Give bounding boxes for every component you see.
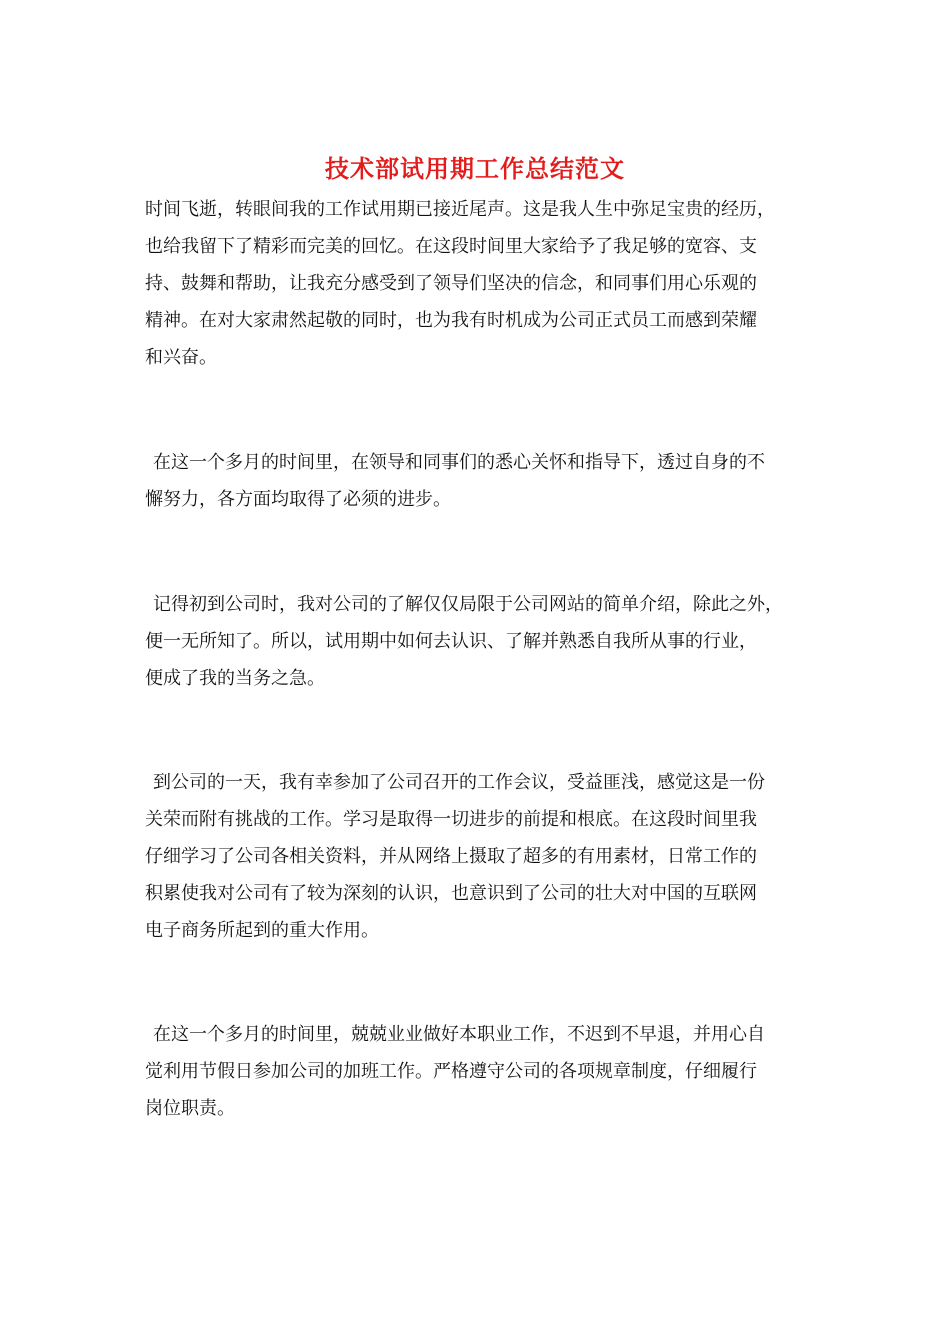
paragraph-4-line-5: 电子商务所起到的重大作用。	[145, 920, 379, 941]
paragraph-4-line-3: 仔细学习了公司各相关资料，并从网络上摄取了超多的有用素材，日常工作的	[145, 846, 757, 867]
paragraph-1-line-2: 也给我留下了精彩而完美的回忆。在这段时间里大家给予了我足够的宽容、支	[145, 236, 757, 257]
document-title: 技术部试用期工作总结范文	[325, 154, 625, 183]
paragraph-5-line-3: 岗位职责。	[145, 1098, 235, 1119]
paragraph-1-line-3: 持、鼓舞和帮助，让我充分感受到了领导们坚决的信念，和同事们用心乐观的	[145, 273, 757, 294]
paragraph-5-line-1: 在这一个多月的时间里，兢兢业业做好本职业工作，不迟到不早退，并用心自	[153, 1024, 765, 1045]
paragraph-2-line-1: 在这一个多月的时间里，在领导和同事们的悉心关怀和指导下，透过自身的不	[153, 452, 765, 473]
paragraph-4-line-4: 积累使我对公司有了较为深刻的认识，也意识到了公司的壮大对中国的互联网	[145, 883, 757, 904]
paragraph-1-line-1: 时间飞逝，转眼间我的工作试用期已接近尾声。这是我人生中弥足宝贵的经历，	[145, 199, 775, 220]
paragraph-3-line-3: 便成了我的当务之急。	[145, 668, 325, 689]
paragraph-5-line-2: 觉利用节假日参加公司的加班工作。严格遵守公司的各项规章制度，仔细履行	[145, 1061, 757, 1082]
paragraph-3-line-2: 便一无所知了。所以，试用期中如何去认识、了解并熟悉自我所从事的行业，	[145, 631, 757, 652]
paragraph-2-line-2: 懈努力，各方面均取得了必须的进步。	[145, 489, 451, 510]
paragraph-3-line-1: 记得初到公司时，我对公司的了解仅仅局限于公司网站的简单介绍，除此之外，	[153, 594, 783, 615]
paragraph-1-line-4: 精神。在对大家肃然起敬的同时，也为我有时机成为公司正式员工而感到荣耀	[145, 310, 757, 331]
paragraph-4-line-2: 关荣而附有挑战的工作。学习是取得一切进步的前提和根底。在这段时间里我	[145, 809, 757, 830]
paragraph-1-line-5: 和兴奋。	[145, 347, 217, 368]
paragraph-4-line-1: 到公司的一天，我有幸参加了公司召开的工作会议，受益匪浅，感觉这是一份	[153, 772, 765, 793]
